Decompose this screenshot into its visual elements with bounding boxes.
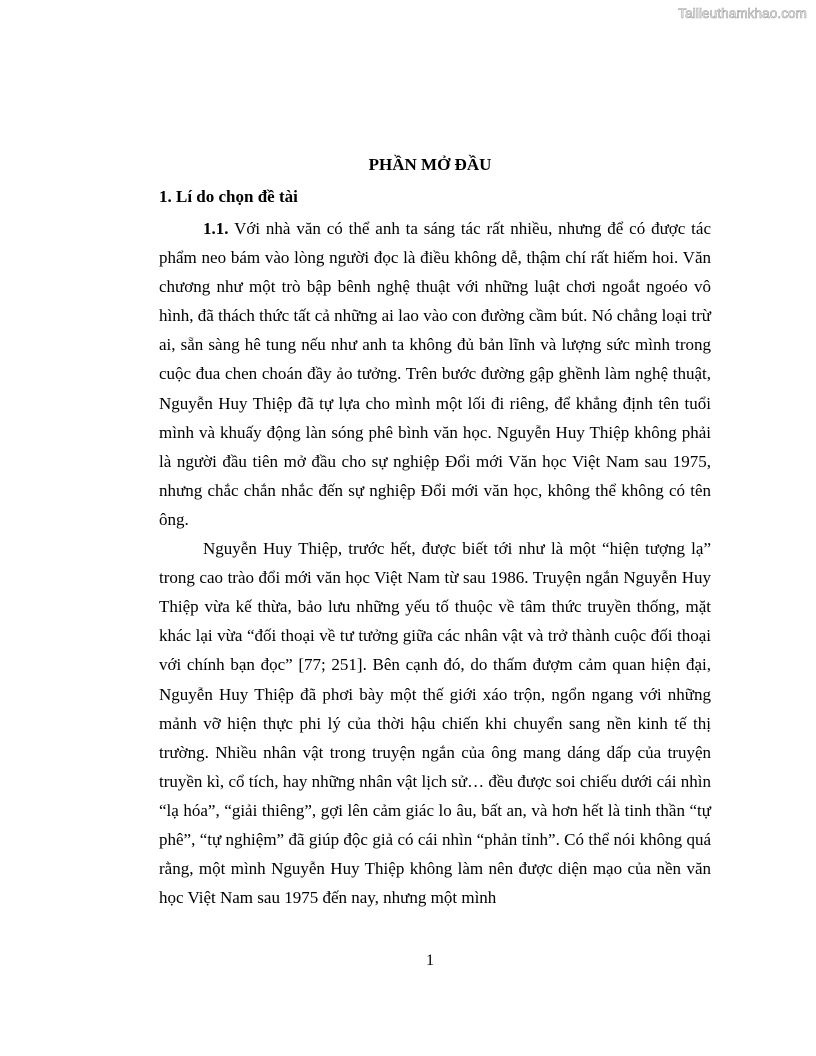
section-heading: 1. Lí do chọn đề tài — [159, 187, 298, 206]
page-number: 1 — [426, 952, 434, 969]
paragraph-number: 1.1. — [203, 219, 229, 238]
watermark-text: Tailieuthamkhao.com — [678, 6, 807, 21]
paragraph-2 — [159, 534, 711, 912]
body-text — [159, 214, 711, 912]
page-title: PHẦN MỞ ĐẦU — [368, 155, 492, 174]
paragraph-1 — [159, 214, 711, 534]
paragraph-1-text: Với nhà văn có thể anh ta sáng tác rất nhiều, nhưng để có được tác phẩm neo bám vào lòng người đọc là điều không dễ, thậm chí rất hiếm hoi. Văn chương như một trò bập bênh nghệ thuật với những luật chơi ngoắt ngoéo vô hình, đã thách thức tất cả những ai lao vào con đường cầm bút. Nó chẳng loại trừ ai, sẵn sàng hê tung nếu như anh ta không đủ bản lĩnh và lượng sức mình trong cuộc đua chen choán đầy ảo tưởng. Trên bước đường gập ghềnh làm nghệ thuật, Nguyễn Huy Thiệp đã tự lựa cho mình một lối đi riêng, để khẳng định tên tuổi mình và khuấy động làn sóng phê bình văn học. Nguyễn Huy Thiệp không phải là người đầu tiên mở đầu cho sự nghiệp Đổi mới Văn học Việt Nam sau 1975, nhưng chắc chắn nhắc đến sự nghiệp Đổi mới văn học, không thể không có tên ông. — [159, 219, 711, 529]
paragraph-2-text: Nguyễn Huy Thiệp, trước hết, được biết tới như là một “hiện tượng lạ” trong cao trào đổi mới văn học Việt Nam từ sau 1986. Truyện ngắn Nguyễn Huy Thiệp vừa kế thừa, bảo lưu những yếu tố thuộc về tâm thức truyền thống, mặt khác lại vừa “đối thoại về tư tưởng giữa các nhân vật và trở thành cuộc đối thoại với chính bạn đọc” [77; 251]. Bên cạnh đó, do thấm đượm cảm quan hiện đại, Nguyễn Huy Thiệp đã phơi bày một thế giới xáo trộn, ngổn ngang với những mảnh vỡ hiện thực phi lý của thời hậu chiến khi chuyển sang nền kinh tế thị trường. Nhiều nhân vật trong truyện ngắn của ông mang dáng dấp của truyện truyền kì, cổ tích, hay những nhân vật lịch sử… đều được soi chiếu dưới cái nhìn “lạ hóa”, “giải thiêng”, gợi lên cảm giác lo âu, bất an, và hơn hết là tinh thần “tự phê”, “tự nghiệm” đã giúp độc giả có cái nhìn “phản tỉnh”. Có thể nói không quá rằng, một mình Nguyễn Huy Thiệp không làm nên được diện mạo của nền văn học Việt Nam sau 1975 đến nay, nhưng một mình — [159, 539, 711, 908]
